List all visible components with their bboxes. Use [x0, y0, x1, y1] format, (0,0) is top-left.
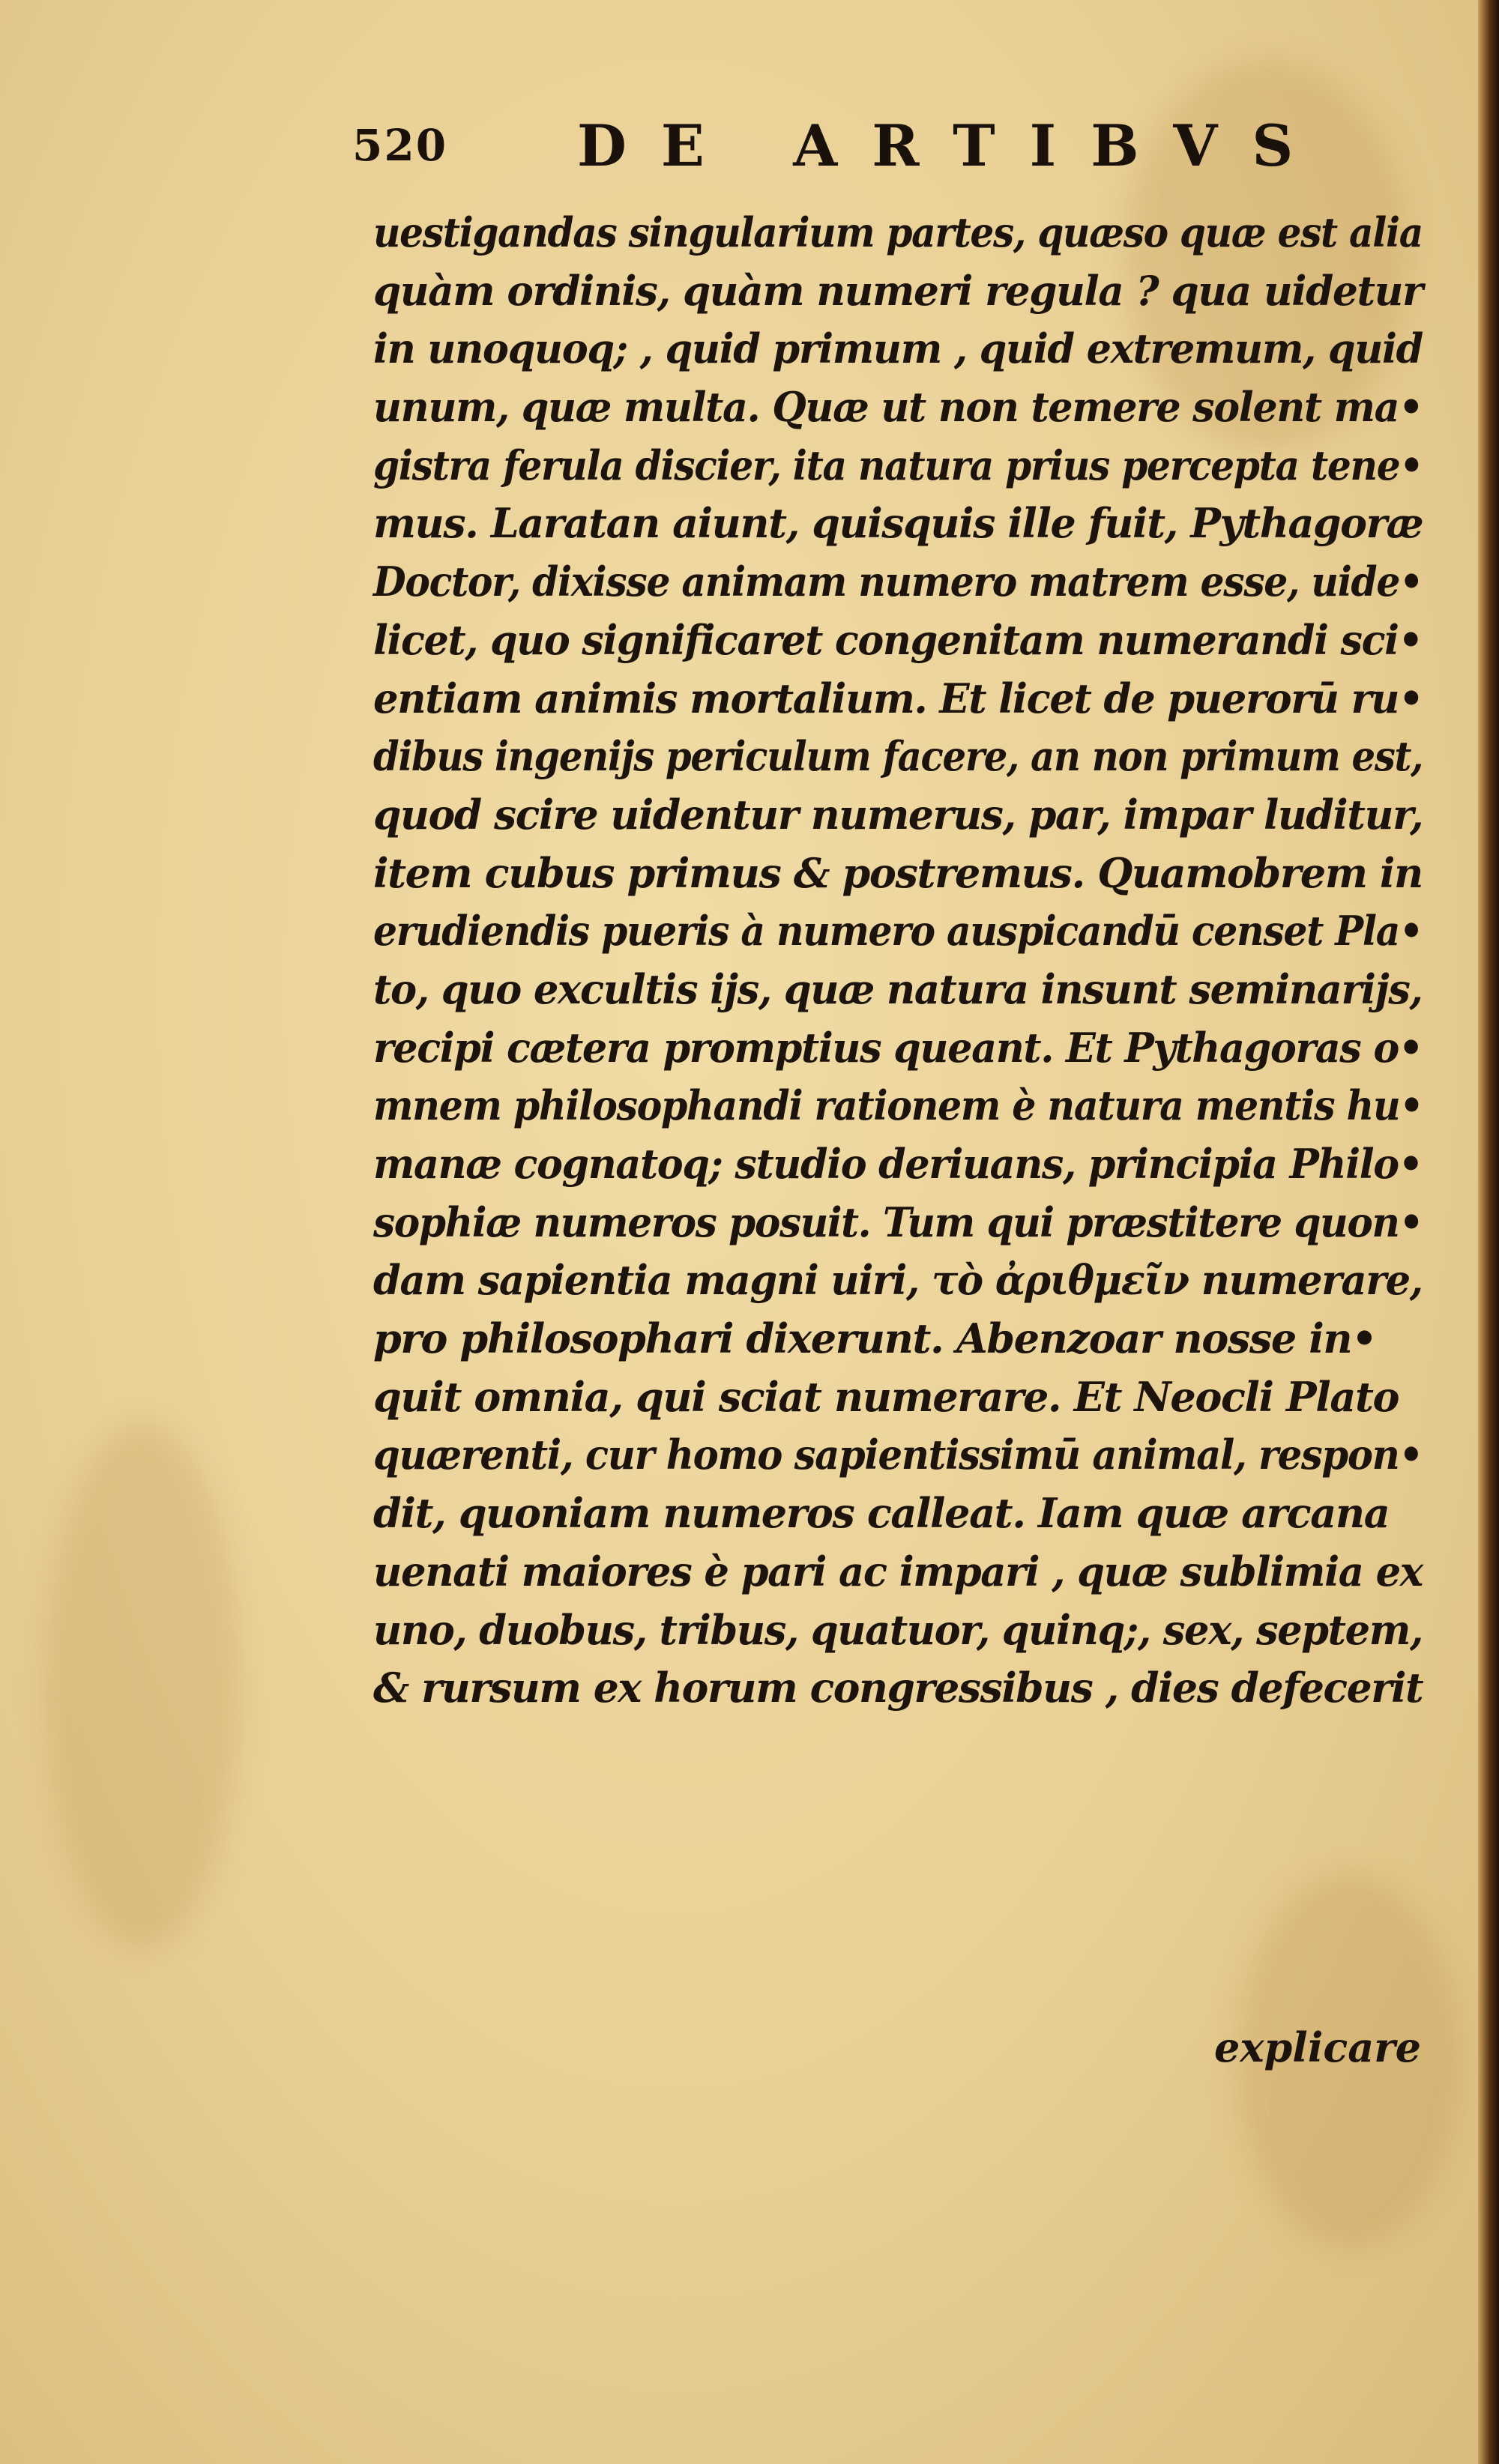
- text-line: dit, quoniam numeros calleat. Iam quæ arcana: [373, 1489, 1390, 1538]
- text-line: uno, duobus, tribus, quatuor, quinq;, sex, septem,: [373, 1605, 1423, 1654]
- text-line: pro philosophari dixerunt. Abenzoar nosse in•: [373, 1314, 1377, 1363]
- text-line: uestigandas singularium partes, quæso quæ est alia: [373, 208, 1423, 256]
- paper-stain: [45, 1424, 240, 1948]
- text-line: quàm ordinis, quàm numeri regula ? qua uidetur: [373, 266, 1423, 315]
- page-gutter-shadow: [1478, 0, 1499, 2464]
- text-line: unum, quæ multa. Quæ ut non temere solent ma•: [373, 383, 1423, 432]
- text-line: dibus ingenijs periculum facere, an non primum est,: [373, 732, 1423, 781]
- text-line: item cubus primus & postremus. Quamobrem in: [373, 848, 1423, 897]
- text-line: mus. Laratan aiunt, quisquis ille fuit, Pythagoræ: [373, 499, 1423, 548]
- text-line: in unoquoq; , quid primum , quid extremum, quid: [373, 324, 1423, 373]
- text-line: quit omnia, qui sciat numerare. Et Neocli Plato: [373, 1372, 1399, 1421]
- page-header: [352, 112, 1328, 180]
- text-line: to, quo excultis ijs, quæ natura insunt seminarijs,: [373, 964, 1423, 1013]
- text-line: sophiæ numeros posuit. Tum qui præstitere quon•: [373, 1198, 1423, 1246]
- text-line: & rursum ex horum congressibus , dies defecerit: [373, 1664, 1423, 1712]
- text-line: entiam animis mortalium. Et licet de puerorū ru•: [373, 674, 1423, 722]
- text-line: quærenti, cur homo sapientissimū animal, respon•: [373, 1431, 1423, 1479]
- body-text: [373, 204, 1423, 1718]
- text-line: dam sapientia magni uiri, τὸ ἀριθμεῖν numerare,: [373, 1256, 1423, 1305]
- text-line: licet, quo significaret congenitam numerandi sci•: [373, 615, 1423, 664]
- running-title: DE ARTIBVS: [577, 112, 1328, 179]
- text-line: Doctor, dixisse animam numero matrem esse, uide•: [373, 558, 1423, 606]
- text-line: gistra ferula discier, ita natura prius percepta tene•: [373, 441, 1423, 489]
- text-line: mnem philosophandi rationem è natura mentis hu•: [373, 1081, 1423, 1130]
- text-line: recipi cætera promptius queant. Et Pythagoras o•: [373, 1023, 1423, 1072]
- catchword: explicare: [1214, 2023, 1422, 2071]
- text-line: quod scire uidentur numerus, par, impar luditur,: [373, 790, 1423, 839]
- text-line: uenati maiores è pari ac impari , quæ sublimia ex: [373, 1547, 1423, 1595]
- text-line: manæ cognatoq; studio deriuans, principia Philo•: [373, 1140, 1423, 1188]
- page-number: 520: [352, 120, 448, 171]
- text-line: erudiendis pueris à numero auspicandū censet Pla•: [373, 907, 1423, 955]
